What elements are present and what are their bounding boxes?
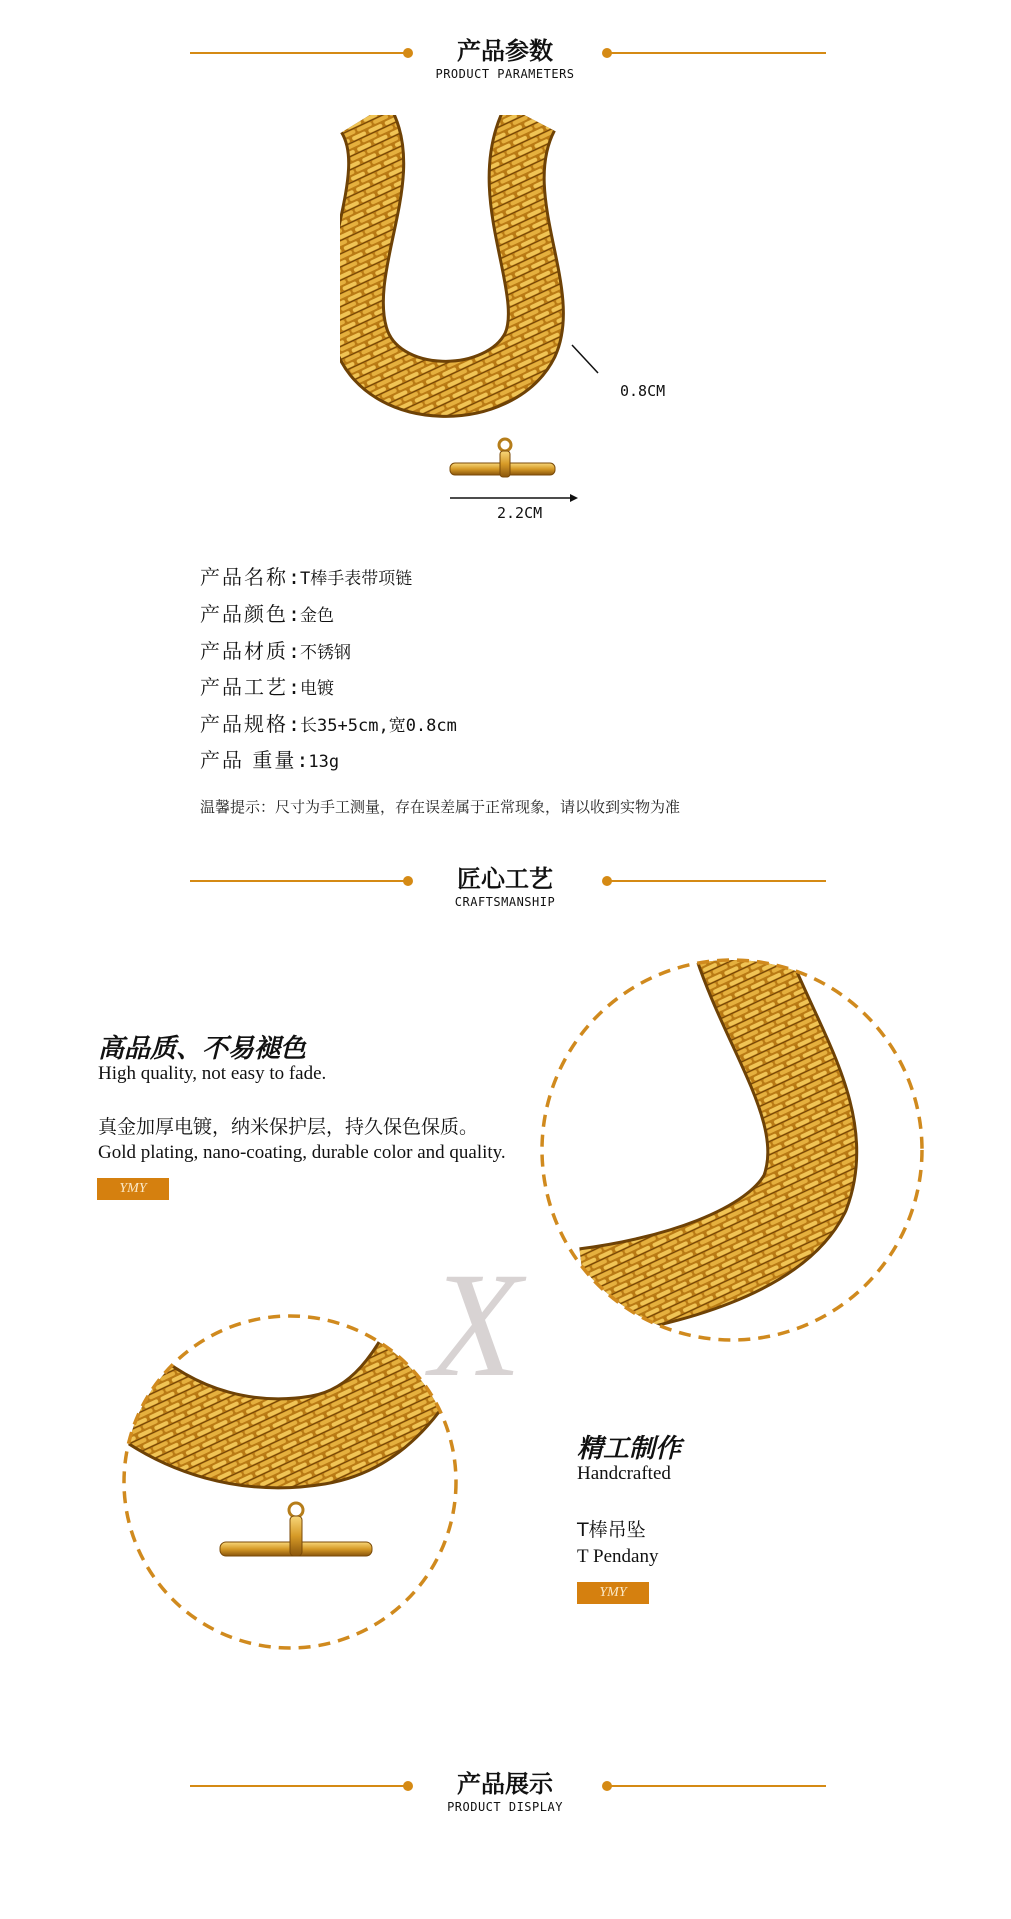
divider-line (190, 880, 407, 882)
spec-key: 产品颜色 (200, 602, 288, 626)
spec-separator: : (288, 639, 301, 663)
spec-separator: : (288, 602, 301, 626)
measurement-note: 温馨提示：尺寸为手工测量，存在误差属于正常现象，请以收到实物为准 (200, 798, 681, 816)
spec-separator: : (288, 675, 301, 699)
spec-value: 长35+5cm,宽0.8cm (300, 716, 457, 736)
section-subtitle: PRODUCT DISPLAY (447, 1800, 563, 1814)
section-title: 产品参数 (457, 37, 553, 65)
spec-row (200, 671, 334, 700)
spec-separator: : (288, 712, 301, 736)
spec-row (200, 598, 334, 627)
feature-title-cn: 精工制作 (577, 1434, 682, 1464)
section-header-display (0, 1770, 1011, 1830)
spec-key: 产品名称 (200, 565, 288, 589)
brand-tag: YMY (577, 1582, 649, 1604)
divider-line (190, 1785, 407, 1787)
spec-key: 产品工艺 (200, 675, 288, 699)
divider-line (190, 52, 407, 54)
watermark-letter: X (430, 1242, 522, 1408)
necklace-image (340, 115, 660, 515)
pendant-closeup-image (118, 1310, 463, 1655)
spec-row (200, 708, 457, 737)
spec-separator: : (288, 565, 301, 589)
width-label: 0.8CM (620, 382, 666, 400)
feature-desc-en: T Pendany (577, 1546, 659, 1567)
spec-value: 金色 (300, 606, 335, 626)
spec-row (200, 744, 339, 773)
spec-value: 13g (308, 752, 340, 772)
spec-row (200, 561, 412, 590)
pendant-length-label: 2.2CM (497, 504, 543, 522)
spec-row (200, 635, 351, 664)
spec-key: 产品材质 (200, 639, 288, 663)
spec-key: 产品规格 (200, 712, 288, 736)
spec-key: 产品 重量 (200, 748, 297, 772)
chain-closeup-image (535, 953, 930, 1348)
spec-value: 不锈钢 (300, 643, 352, 663)
spec-separator: : (296, 748, 309, 772)
divider-line (606, 1785, 826, 1787)
section-subtitle: PRODUCT PARAMETERS (435, 67, 575, 81)
section-title: 产品展示 (457, 1770, 553, 1798)
feature-desc-cn: 真金加厚电镀，纳米保护层，持久保色保质。 (98, 1116, 479, 1138)
section-header-craft (0, 865, 1011, 925)
feature-title-cn: 高品质、不易褪色 (98, 1034, 307, 1064)
section-subtitle: CRAFTSMANSHIP (454, 895, 556, 909)
divider-line (606, 52, 826, 54)
spec-value: T棒手表带项链 (300, 569, 413, 589)
feature-title-en: High quality, not easy to fade. (98, 1063, 327, 1084)
feature-desc-cn: T棒吊坠 (577, 1519, 646, 1541)
section-title: 匠心工艺 (457, 865, 553, 893)
section-header-params (0, 37, 1011, 97)
divider-line (606, 880, 826, 882)
feature-desc-en: Gold plating, nano-coating, durable color and quality. (98, 1142, 506, 1163)
feature-title-en: Handcrafted (577, 1463, 671, 1484)
brand-tag: YMY (97, 1178, 169, 1200)
spec-value: 电镀 (300, 679, 335, 699)
